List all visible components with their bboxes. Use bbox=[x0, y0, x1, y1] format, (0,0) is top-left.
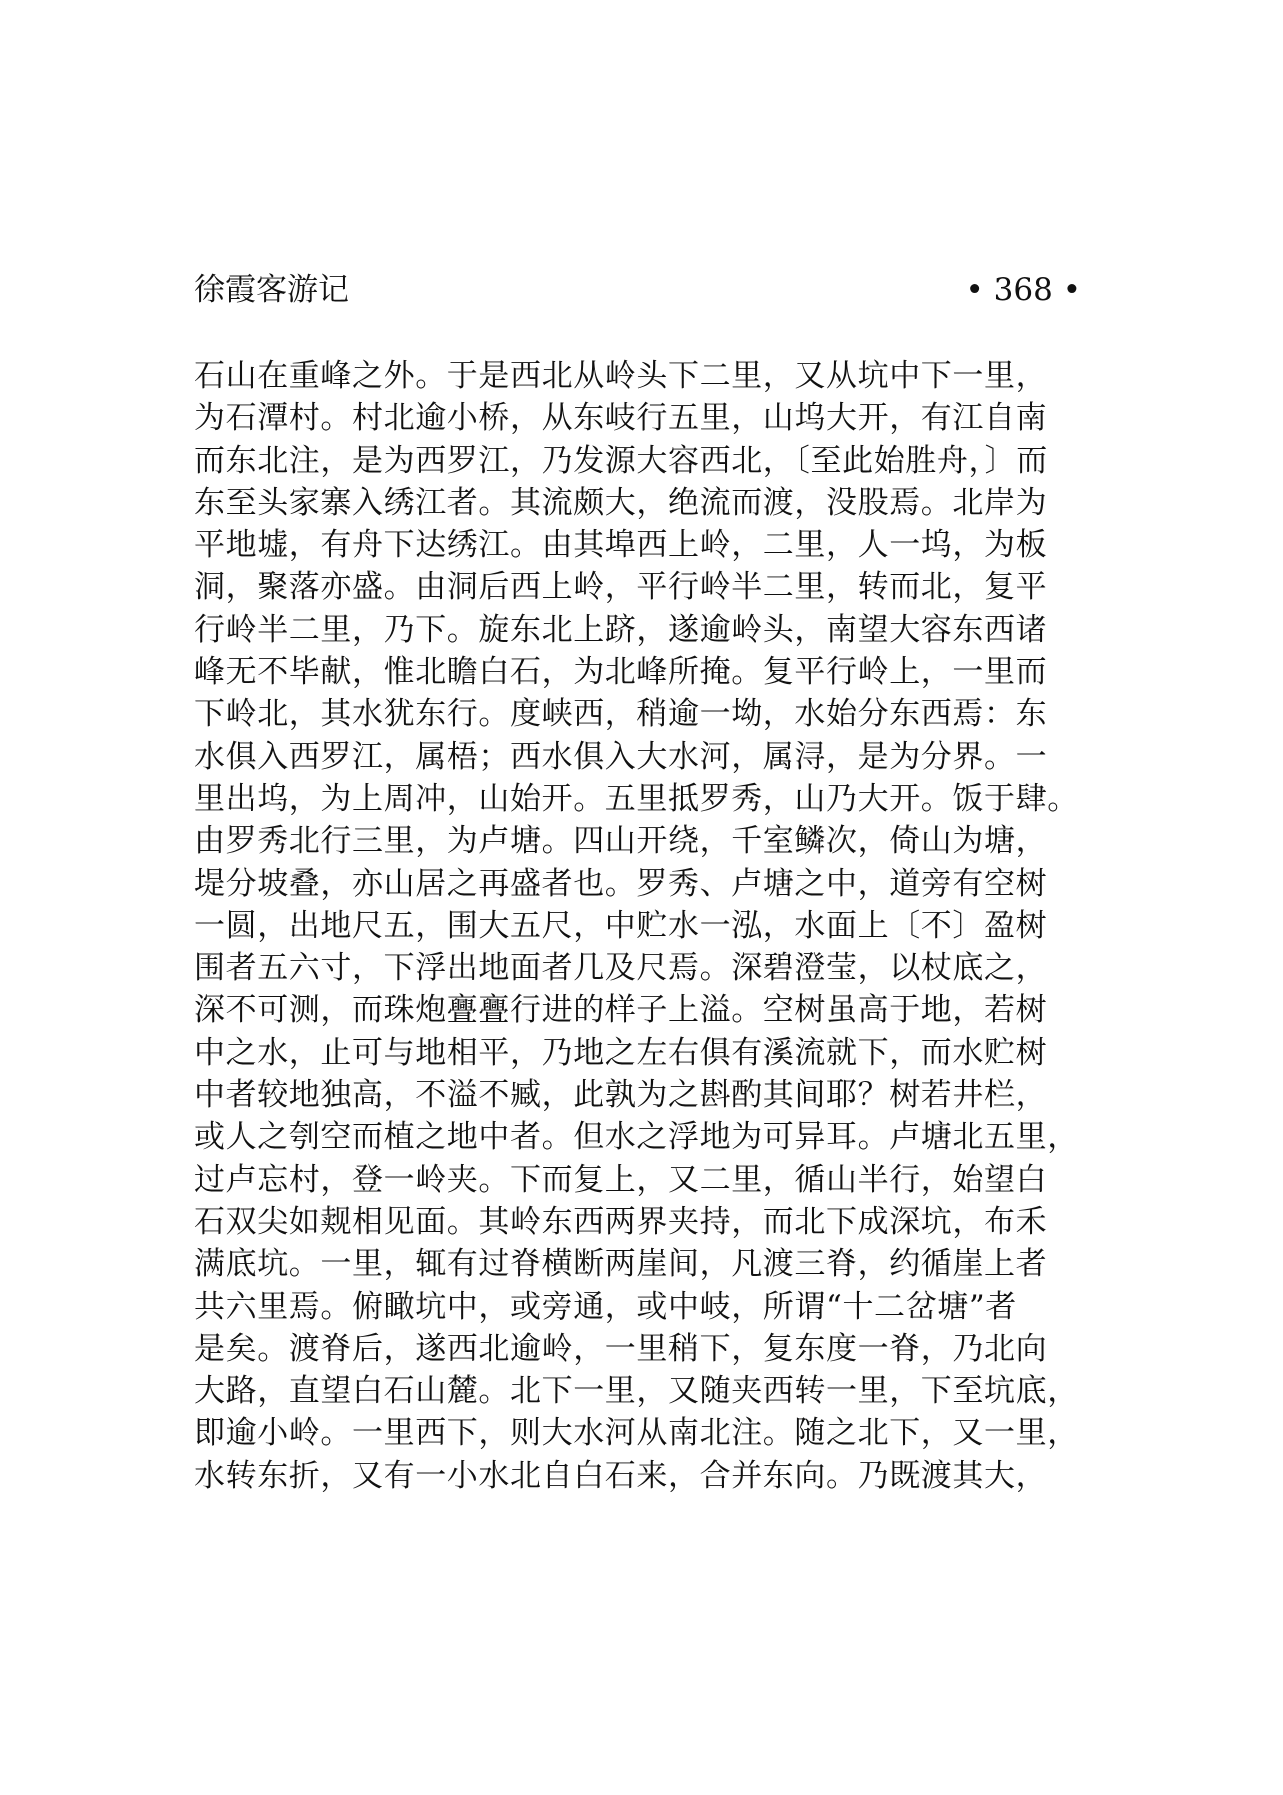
text-line: 石双尖如觌相见面。其岭东西两界夹持，而北下成深坑，布禾 bbox=[194, 1203, 1048, 1240]
body-text bbox=[194, 355, 1104, 1497]
running-header bbox=[194, 268, 1081, 312]
text-line: 中者较地独高，不溢不臧，此孰为之斟酌其间耶？树若井栏， bbox=[194, 1077, 1048, 1114]
page-number: • 368 • bbox=[965, 272, 1081, 308]
text-line: 平地墟，有舟下达绣江。由其埠西上岭，二里，人一坞，为板 bbox=[194, 527, 1048, 564]
text-line: 大路，直望白石山麓。北下一里，又随夹西转一里，下至坑底， bbox=[194, 1373, 1079, 1410]
text-line: 围者五六寸，下浮出地面者几及尺焉。深碧澄莹，以杖底之， bbox=[194, 950, 1048, 987]
text-line: 里出坞，为上周冲，山始开。五里抵罗秀，山乃大开。饭于肆。 bbox=[194, 780, 1079, 817]
text-line: 堤分坡叠，亦山居之再盛者也。罗秀、卢塘之中，道旁有空树 bbox=[194, 865, 1048, 902]
text-line: 洞，聚落亦盛。由洞后西上岭，平行岭半二里，转而北，复平 bbox=[194, 569, 1048, 606]
text-line: 由罗秀北行三里，为卢塘。四山开绕，千室鳞次，倚山为塘， bbox=[194, 823, 1048, 860]
text-line: 水俱入西罗江，属梧；西水俱入大水河，属浔，是为分界。一 bbox=[194, 738, 1048, 775]
text-line: 石山在重峰之外。于是西北从岭头下二里，又从坑中下一里， bbox=[194, 358, 1048, 394]
text-line: 水转东折，又有一小水北自白石来，合并东向。乃既渡其大， bbox=[194, 1457, 1048, 1494]
text-line: 东至头家寨入绣江者。其流颇大，绝流而渡，没股焉。北岸为 bbox=[194, 484, 1048, 521]
text-line: 共六里焉。俯瞰坑中，或旁通，或中岐，所谓“十二岔塘”者 bbox=[194, 1288, 1017, 1325]
text-line: 是矣。渡脊后，遂西北逾岭，一里稍下，复东度一脊，乃北向 bbox=[194, 1330, 1048, 1367]
book-title: 徐霞客游记 bbox=[194, 272, 349, 308]
text-line: 峰无不毕献，惟北瞻白石，为北峰所掩。复平行岭上，一里而 bbox=[194, 654, 1048, 691]
text-line: 为石潭村。村北逾小桥，从东岐行五里，山坞大开，有江自南 bbox=[194, 400, 1048, 437]
text-line: 即逾小岭。一里西下，则大水河从南北注。随之北下，又一里， bbox=[194, 1415, 1079, 1452]
text-line: 中之水，止可与地相平，乃地之左右俱有溪流就下，而水贮树 bbox=[194, 1034, 1048, 1071]
text-line: 一圆，出地尺五，围大五尺，中贮水一泓，水面上〔不〕盈树 bbox=[194, 907, 1048, 944]
text-line: 过卢忘村，登一岭夹。下而复上，又二里，循山半行，始望白 bbox=[194, 1161, 1048, 1198]
text-line: 或人之刳空而植之地中者。但水之浮地为可异耳。卢塘北五里， bbox=[194, 1119, 1079, 1156]
text-line: 深不可测，而珠炮亹亹行进的样子上溢。空树虽高于地，若树 bbox=[194, 992, 1048, 1029]
text-line: 下岭北，其水犹东行。度峡西，稍逾一坳，水始分东西焉：东 bbox=[194, 696, 1048, 733]
text-line: 而东北注，是为西罗江，乃发源大容西北，〔至此始胜舟，〕而 bbox=[194, 442, 1048, 479]
text-line: 满底坑。一里，辄有过脊横断两崖间，凡渡三脊，约循崖上者 bbox=[194, 1246, 1048, 1283]
text-line: 行岭半二里，乃下。旋东北上跻，遂逾岭头，南望大容东西诸 bbox=[194, 611, 1048, 648]
